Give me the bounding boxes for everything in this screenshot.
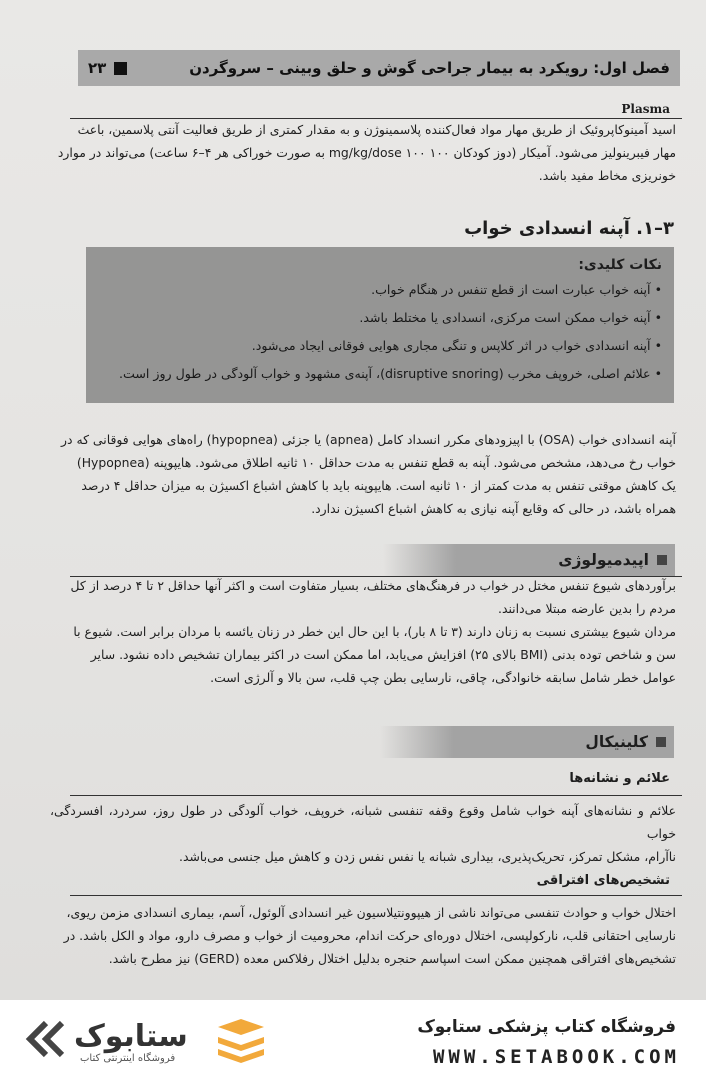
symptoms-heading: علائم و نشانه‌ها [569, 771, 670, 786]
intro-line: خونریزی مخاط مفید باشد. [538, 168, 676, 183]
symptoms-line: ناآرام، مشکل تمرکز، تحریک‌پذیری، بیداری شبانه یا نفس نفس زدن و کاهش میل جنسی می‌باشد. [179, 849, 676, 864]
differential-line: تشخیص‌های افتراقی همچنین ممکن است اسپاسم حنجره بدلیل اختلال رفلاکس معده (GERD) نیز مطرح باشد. [108, 951, 676, 966]
epidemiology-line: مردم را بدین عارضه مبتلا می‌دانند. [498, 601, 676, 616]
symptoms-line: علائم و نشانه‌های آپنه خواب شامل وقوع وقفه تنفسی شبانه، خروپف، خواب آلودگی در طول روز، سردرد، افسردگی، خواب [50, 803, 676, 841]
chapter-title: فصل اول: رویکرد به بیمار جراحی گوش و حلق وبینی – سروگردن [189, 59, 670, 77]
shop-name: فروشگاه کتاب پزشکی ستابوک [417, 1017, 676, 1037]
key-point-item: • علائم اصلی، خروپف مخرب (disruptive snoring)، آپنه‌ی مشهود و خواب آلودگی در طول روز است. [98, 360, 662, 388]
differential-line: نارسایی احتقانی قلب، نارکولپسی، اختلال دوره‌ای حرکت اندام، محرومیت از خواب و مصرف دارو، مواد و الکل باشد. در [63, 928, 676, 943]
setabook-logo[interactable] [22, 1013, 272, 1069]
definition-paragraph [48, 428, 676, 520]
definition-line: همراه باشد، در حالی که وقایع آپنه نیازی به کاهش اشباع اکسیژن ندارد. [311, 501, 676, 516]
book-stack-icon [214, 1019, 268, 1065]
clinical-heading [380, 726, 674, 758]
symptoms-rule [70, 795, 682, 796]
key-point-item: • آپنه خواب ممکن است مرکزی، انسدادی یا مختلط باشد. [98, 304, 662, 332]
key-point-item: • آپنه خواب عبارت است از قطع تنفس در هنگام خواب. [98, 276, 662, 304]
differential-rule [70, 895, 682, 896]
logo-subtitle: فروشگاه اینترنتی کتاب [80, 1053, 176, 1064]
chevron-left-icon [24, 1019, 68, 1059]
shop-url-link[interactable]: WWW.SETABOOK.COM [432, 1046, 680, 1068]
epidemiology-paragraph [48, 574, 676, 689]
differential-line: اختلال خواب و حوادث تنفسی می‌تواند ناشی از هیپوونتیلاسیون غیر انسدادی آلوئول، آسم، بیماری انسدادی مزمن ریوی، [66, 905, 676, 920]
key-points-title: نکات کلیدی: [578, 257, 662, 273]
clinical-square-icon [656, 737, 666, 747]
epidemiology-line: سن و شاخص توده بدنی (BMI بالای ۲۵) افزایش می‌یابد، اما ممکن است در اکثر بیماران تشخیص داده نشود. سایر [90, 647, 676, 662]
header-square-icon [114, 62, 127, 75]
intro-line: مهار فیبرینولیز می‌شود. آمیکار (دوز کودکان ۱۰۰ mg/kg/dose ۱۰۰ به صورت خوراکی هر ۴–۶ ساعت) می‌تواند در موارد [57, 145, 676, 160]
intro-paragraph [50, 118, 676, 187]
plasma-label: Plasma [621, 102, 670, 116]
intro-line: اسید آمینوکاپروئیک از طریق مهار مواد فعال‌کننده پلاسمینوژن و به مقدار کمتری از طریق فعالیت آنتی پلاسمین، باعث [77, 122, 676, 137]
clinical-title: کلینیکال [585, 733, 648, 751]
logo-wordmark: ستابوک [74, 1019, 188, 1054]
symptoms-paragraph [50, 799, 676, 868]
key-points-box [86, 247, 674, 403]
differential-heading: تشخیص‌های افتراقی [536, 873, 670, 888]
definition-line: آپنه انسدادی خواب (OSA) با اپیزودهای مکرر انسداد کامل (apnea) یا جزئی (hypopnea) راه‌های هوایی فوقانی که در [61, 432, 676, 447]
page-number: ۲۳ [88, 59, 107, 77]
chapter-header [78, 50, 680, 86]
epidemiology-square-icon [657, 555, 667, 565]
epidemiology-line: مردان شیوع بیشتری نسبت به زنان دارند (۳ تا ۸ بار)، با این حال این خطر در زنان یائسه با مردان برابر است. شیوع با [73, 624, 676, 639]
epidemiology-line: عوامل خطر شامل سابقه خانوادگی، چاقی، نارسایی بطن چپ قلب، سن بالا و آلرژی است. [210, 670, 676, 685]
epidemiology-line: برآوردهای شیوع تنفس مختل در خواب در فرهنگ‌های مختلف، بسیار متفاوت است و اکثر آنها حداقل ۲ تا ۴ درصد از کل [70, 578, 676, 593]
definition-line: یک کاهش موقتی تنفس به مدت کمتر از ۱۰ ثانیه است. هایپوپنه باید با کاهش اشباع اکسیژن به میزان حداقل ۴ درصد [81, 478, 676, 493]
section-title: ۳–۱. آپنه انسدادی خواب [464, 218, 674, 239]
differential-paragraph [50, 901, 676, 970]
definition-line: خواب رخ می‌دهد، مشخص می‌شود. آپنه به قطع تنفس به مدت حداقل ۱۰ ثانیه اطلاق می‌شود. هایپوپنه (Hypopnea) [76, 455, 676, 470]
page-number-group [88, 59, 127, 77]
epidemiology-heading [383, 544, 675, 576]
epidemiology-title: اپیدمیولوژی [558, 551, 649, 569]
key-point-item: • آپنه انسدادی خواب در اثر کلاپس و تنگی مجاری هوایی فوقانی ایجاد می‌شود. [98, 332, 662, 360]
